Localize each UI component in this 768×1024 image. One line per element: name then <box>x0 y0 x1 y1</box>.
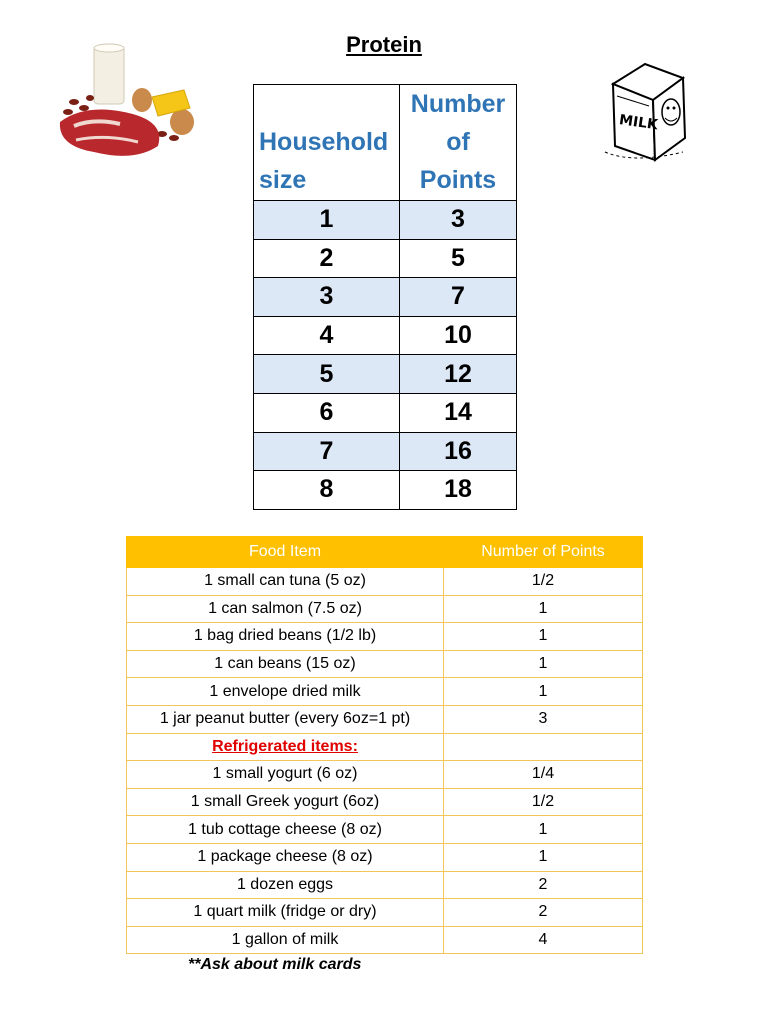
points-header: Number of Points <box>400 85 517 201</box>
table-row: 1 quart milk (fridge or dry) 2 <box>127 899 643 927</box>
food-items-table <box>126 536 643 954</box>
food-table-header <box>127 537 643 568</box>
table-row: 1 can salmon (7.5 oz) 1 <box>127 595 643 623</box>
milk-carton-image <box>593 56 705 168</box>
table-row: 4 10 <box>254 316 517 355</box>
table-row: 3 7 <box>254 278 517 317</box>
milk-carton-label: MILK <box>618 112 659 134</box>
table-row: 1 small Greek yogurt (6oz) 1/2 <box>127 788 643 816</box>
food-points-header: Number of Points <box>444 537 643 568</box>
table-row: 1 gallon of milk 4 <box>127 926 643 954</box>
table-row: 1 tub cottage cheese (8 oz) 1 <box>127 816 643 844</box>
table-row: 1 small can tuna (5 oz) 1/2 <box>127 568 643 596</box>
table-row: 8 18 <box>254 471 517 510</box>
protein-foods-image <box>54 42 204 162</box>
household-table-header <box>254 85 517 201</box>
table-row: 1 package cheese (8 oz) 1 <box>127 843 643 871</box>
household-size-header: Household size <box>254 85 400 201</box>
table-row: 1 bag dried beans (1/2 lb) 1 <box>127 623 643 651</box>
table-row: 1 dozen eggs 2 <box>127 871 643 899</box>
table-row: 6 14 <box>254 393 517 432</box>
food-item-header: Food Item <box>127 537 444 568</box>
table-row: 5 12 <box>254 355 517 394</box>
table-row: 7 16 <box>254 432 517 471</box>
refrigerated-section-row <box>127 733 643 761</box>
household-points-table <box>253 84 517 510</box>
page-title: Protein <box>346 32 422 57</box>
table-row: 1 small yogurt (6 oz) 1/4 <box>127 761 643 789</box>
table-row: 2 5 <box>254 239 517 278</box>
table-row: 1 jar peanut butter (every 6oz=1 pt) 3 <box>127 705 643 733</box>
refrigerated-label: Refrigerated items: <box>127 733 444 761</box>
table-row: 1 can beans (15 oz) 1 <box>127 650 643 678</box>
milk-cards-note: **Ask about milk cards <box>188 956 362 973</box>
table-row: 1 envelope dried milk 1 <box>127 678 643 706</box>
table-row: 1 3 <box>254 201 517 240</box>
